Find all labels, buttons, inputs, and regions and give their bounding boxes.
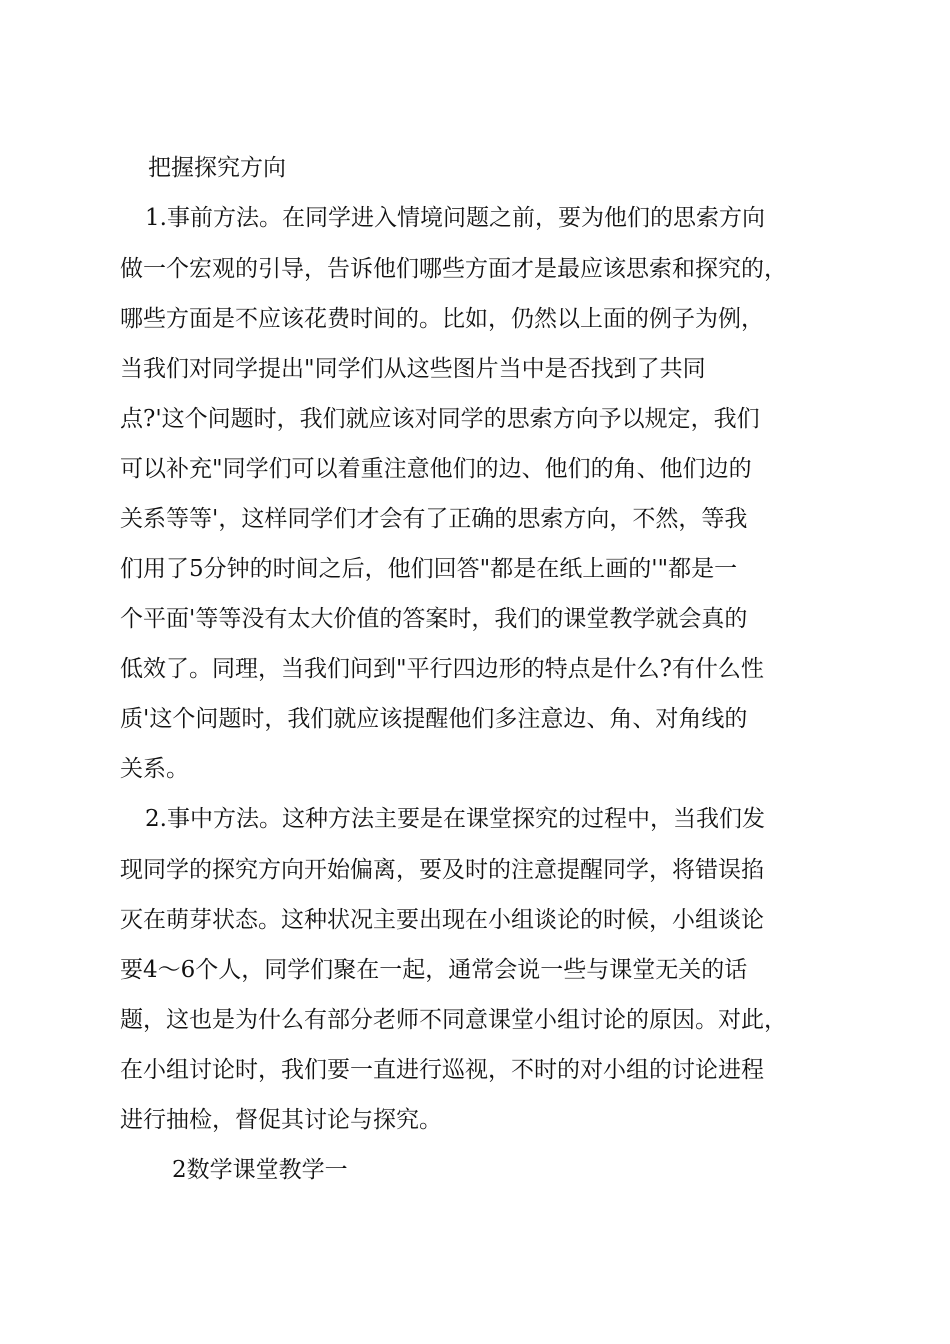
paragraph-line: 低效了。同理，当我们问到"平行四边形的特点是什么?有什么性 [120, 656, 764, 682]
paragraph-line: 2.事中方法。这种方法主要是在课堂探究的过程中，当我们发 [145, 806, 765, 832]
paragraph-line: 题，这也是为什么有部分老师不同意课堂小组讨论的原因。对此， [120, 1007, 787, 1033]
paragraph-line: 关系。 [120, 756, 189, 782]
paragraph-line: 可以补充"同学们可以着重注意他们的边、他们的角、他们边的 [120, 456, 752, 482]
paragraph-line: 质'这个问题时，我们就应该提醒他们多注意边、角、对角线的 [120, 706, 748, 732]
paragraph-line: 关系等等'，这样同学们才会有了正确的思索方向，不然，等我 [120, 506, 748, 532]
paragraph-line: 们用了5分钟的时间之后，他们回答"都是在纸上画的'"都是一 [120, 556, 738, 582]
paragraph-line: 在小组讨论时，我们要一直进行巡视，不时的对小组的讨论进程 [120, 1057, 764, 1083]
section-heading: 把握探究方向 [148, 155, 286, 181]
paragraph-line: 要4～6个人，同学们聚在一起，通常会说一些与课堂无关的话 [120, 957, 748, 983]
paragraph-line: 现同学的探究方向开始偏离，要及时的注意提醒同学，将错误掐 [120, 857, 764, 883]
paragraph-line: 进行抽检，督促其讨论与探究。 [120, 1107, 442, 1133]
paragraph-line: 点?'这个问题时，我们就应该对同学的思索方向予以规定，我们 [120, 406, 760, 432]
paragraph-line: 当我们对同学提出"同学们从这些图片当中是否找到了共同 [120, 356, 706, 382]
paragraph-line: 个平面'等等没有太大价值的答案时，我们的课堂教学就会真的 [120, 606, 748, 632]
paragraph-line: 哪些方面是不应该花费时间的。比如，仍然以上面的例子为例， [120, 306, 764, 332]
paragraph-line: 1.事前方法。在同学进入情境问题之前，要为他们的思索方向 [145, 205, 765, 231]
section-heading: 2数学课堂教学一 [172, 1157, 348, 1183]
paragraph-line: 做一个宏观的引导，告诉他们哪些方面才是最应该思索和探究的， [120, 256, 787, 282]
paragraph-line: 灭在萌芽状态。这种状况主要出现在小组谈论的时候，小组谈论 [120, 907, 764, 933]
